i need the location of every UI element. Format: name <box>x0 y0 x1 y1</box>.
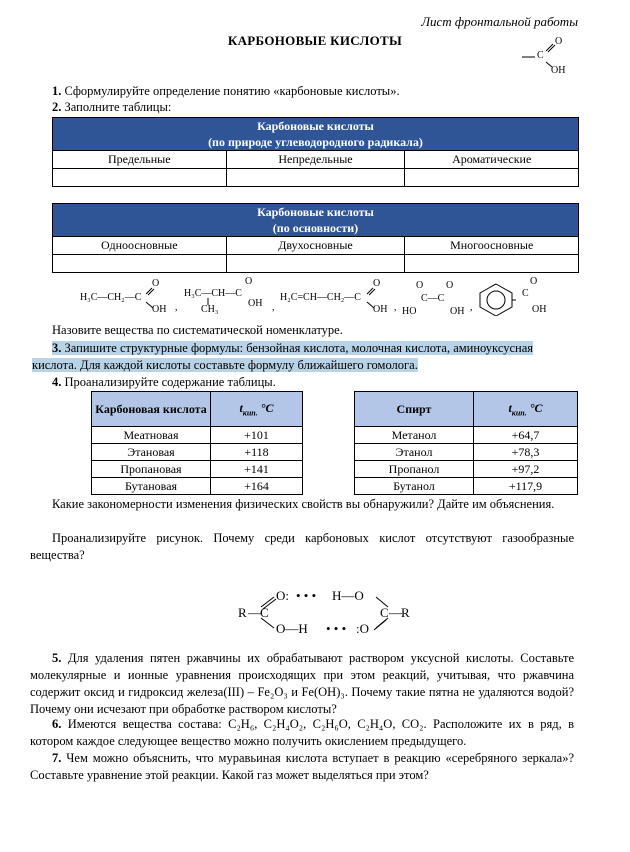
table-row: Пропанол +97,2 <box>355 461 578 478</box>
table1-col-aromatic: Ароматические <box>405 151 579 169</box>
formula-3-bonds <box>365 284 377 312</box>
carboxyl-o: O <box>555 36 563 47</box>
formula-1-o: O <box>152 278 160 289</box>
dimer-o-bot-left: O—H <box>276 621 308 636</box>
formula-5-oh: OH <box>532 304 547 315</box>
question-3: 3. Запишите структурные формулы: бензойная кислота, молочная кислота, аминоуксусная <box>52 341 533 355</box>
formula-2-oh: OH <box>248 298 263 309</box>
formula-3-oh: OH <box>373 304 388 315</box>
alcohols-boiling-table <box>354 391 578 495</box>
table-row: Этанол +78,3 <box>355 444 578 461</box>
acids-col-temp: $t_{кип.}$ °C <box>211 392 303 427</box>
acids-col-name: Карбоновая кислота <box>92 392 211 427</box>
formula-4-o-right: O <box>446 280 454 291</box>
table-row: Меатновая +101 <box>92 427 303 444</box>
structural-formulas <box>80 276 560 320</box>
dimer-dots-top: • • • <box>296 588 317 603</box>
question-1: 1. Сформулируйте определение понятию «карбоновые кислоты». <box>52 84 400 98</box>
dimer-h-top-right: H—O <box>332 588 364 603</box>
formula-2-chain: H₃C—CH—C <box>184 288 242 299</box>
dimer-bond-c-r-right: — <box>389 605 402 620</box>
table-row: Метанол +64,7 <box>355 427 578 444</box>
dimer-o-bot-right: :O <box>356 621 369 636</box>
question-2: 2. Заполните таблицы: <box>52 100 172 114</box>
question-name-substances: Назовите вещества по систематической номенклатуре. <box>52 323 343 337</box>
dimer-c-left: C <box>260 605 269 620</box>
benzene-ring-icon <box>476 282 516 316</box>
table-classification-basicity <box>52 203 579 273</box>
formula-5-c: C <box>522 288 529 299</box>
acids-boiling-table <box>91 391 303 495</box>
formula-1-sep: , <box>175 302 178 313</box>
dimer-r-left: R <box>238 605 247 620</box>
table-classification-radical <box>52 117 579 187</box>
table-row: Этановая +118 <box>92 444 303 461</box>
worksheet-subtitle: Лист фронтальной работы <box>421 14 578 29</box>
question-6: 6. Имеются вещества состава: C₂H₆, C₂H₄O₂, C₂H₆O, C₂H₄O, CO₂. Расположите их в ряд, в котором каждое следующее вещество можно получить окислением предыдущего. <box>30 717 574 748</box>
question-4-text-1: Какие закономерности изменения физических свойств вы обнаружили? Дайте им объяснения. <box>52 497 555 511</box>
carboxyl-c: C <box>537 50 544 61</box>
formula-2-ch3: CH₃ <box>201 304 219 315</box>
table1-col-saturated: Предельные <box>53 151 227 169</box>
formula-2-o: O <box>245 276 253 287</box>
table2-header: Карбоновые кислоты (по основности) <box>53 204 579 237</box>
formula-2-branch-bond <box>206 298 210 306</box>
dimer-r-right: R <box>401 605 410 620</box>
table2-col-monobasic: Одноосновные <box>53 237 227 255</box>
formula-3-sep: , <box>394 302 397 313</box>
formula-5-o: O <box>530 276 538 287</box>
table-row: Бутановая +164 <box>92 478 303 495</box>
formula-1-chain: H₃C—CH₂—C <box>80 292 142 303</box>
table1-cell-aromatic[interactable] <box>405 169 579 187</box>
question-3-line2: кислота. Для каждой кислоты составьте формулу ближайшего гомолога. <box>32 358 418 372</box>
dimer-c-right: C <box>380 605 389 620</box>
carboxyl-group-figure <box>520 36 580 76</box>
page-title: КАРБОНОВЫЕ КИСЛОТЫ <box>227 33 403 48</box>
carboxyl-oh: OH <box>551 65 566 76</box>
formula-1-bonds <box>144 284 156 312</box>
question-5: 5. Для удаления пятен ржавчины их обрабатывают раствором уксусной кислоты. Составьте молекулярные и ионные уравнения происходящих при этом реакций, учитывая, что ржавчина содержит оксид и гидроксид железа(III) – Fe₂O₃ и Fe(OH)₃. Почему такие пятна не удаляются водой? Почему они исчезают при обработке раствором кислоты? <box>30 651 574 716</box>
table1-cell-saturated[interactable] <box>53 169 227 187</box>
table2-cell-polybasic[interactable] <box>405 255 579 273</box>
table1-cell-unsaturated[interactable] <box>226 169 405 187</box>
formula-1-oh: OH <box>152 304 167 315</box>
dimer-o-top-left: O: <box>276 588 289 603</box>
carboxyl-bonds <box>520 36 580 76</box>
formula-2-sep: , <box>272 302 275 313</box>
formula-4-o-left: O <box>416 280 424 291</box>
dimer-bond-r-c-left: — <box>248 605 261 620</box>
table2-cell-monobasic[interactable] <box>53 255 227 273</box>
alcohols-col-temp: $t_{кип.}$ °C <box>474 392 578 427</box>
hydrogen-bond-dimer-figure <box>230 585 420 645</box>
table-row: Пропановая +141 <box>92 461 303 478</box>
question-7: 7. Чем можно объяснить, что муравьиная кислота вступает в реакцию «серебряного зеркала»? Составьте уравнение этой реакции. Какой газ может выделяться при этом? <box>30 751 574 782</box>
formula-4-sep: , <box>470 302 473 313</box>
formula-3-o: O <box>373 278 381 289</box>
question-4: 4. Проанализируйте содержание таблицы. <box>52 375 276 389</box>
table1-header: Карбоновые кислоты (по природе углеводородного радикала) <box>53 118 579 151</box>
alcohols-col-name: Спирт <box>355 392 474 427</box>
table2-col-dibasic: Двухосновные <box>226 237 405 255</box>
table-row: Бутанол +117,9 <box>355 478 578 495</box>
table2-cell-dibasic[interactable] <box>226 255 405 273</box>
dimer-dots-bottom: • • • <box>326 621 347 636</box>
table1-col-unsaturated: Непредельные <box>226 151 405 169</box>
formula-3-chain: H₂C=CH—CH₂—C <box>280 292 361 303</box>
question-4-text-2: Проанализируйте рисунок. Почему среди карбоновых кислот отсутствуют газообразные вещества? <box>30 531 574 562</box>
formula-4-cc: C—C <box>421 293 445 304</box>
formula-4-oh: OH <box>450 306 465 317</box>
table2-col-polybasic: Многоосновные <box>405 237 579 255</box>
formula-4-ho: HO <box>402 306 417 317</box>
